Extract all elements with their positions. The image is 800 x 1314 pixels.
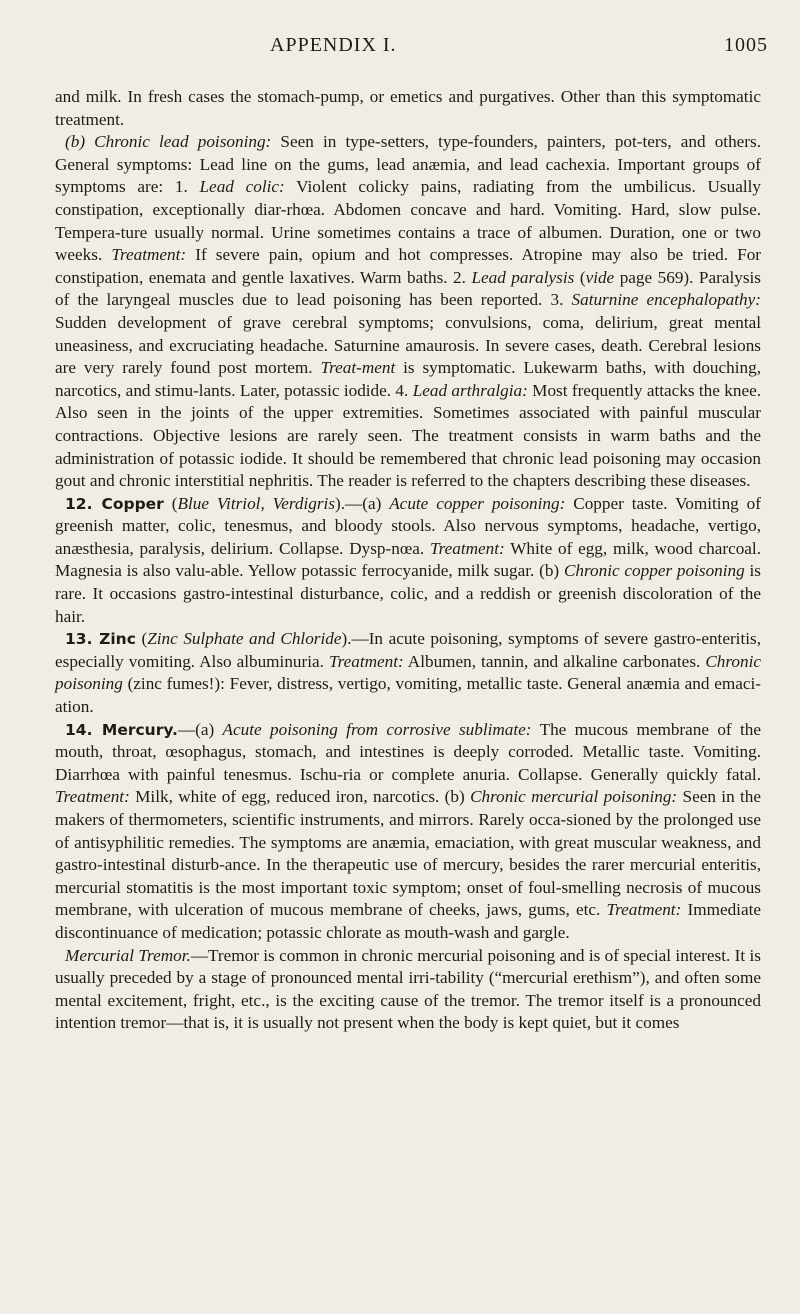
italic-run: Chronic copper poisoning (563, 561, 745, 581)
italic-run: Treatment: (606, 900, 682, 920)
paragraph (55, 719, 761, 945)
text-run: Most frequently attacks the knee. Also seen in the joints of the upper extremities. Sometimes associated with painful muscular contractions. Objective lesions are rarely seen. The treatment consists in warm baths and the administration of potassic iodide. It should be remembered that chronic lead poisoning may occasion gout and chronic interstitial nephritis. The reader is referred to the chapters describing these diseases. (55, 380, 761, 491)
italic-run: Treatment: (55, 787, 130, 807)
text-run: ( (163, 493, 178, 513)
italic-run: Chronic poisoning (55, 651, 762, 694)
paragraph (55, 628, 761, 718)
italic-run: (b) Chronic lead poisoning: (65, 132, 272, 152)
italic-run: Saturnine encephalopathy: (571, 290, 761, 310)
italic-run: Lead paralysis (471, 267, 575, 287)
text-run: is symptomatic. Lukewarm baths, with douching, narcotics, and stimu-lants. Later, potassic iodide. 4. (55, 358, 761, 400)
text-run: ).—(a) (335, 493, 390, 513)
text-run: White of egg, milk, wood charcoal. Magnesia is also valu-able. Yellow potassic ferrocyanide, milk sugar. (b) (55, 538, 762, 581)
paragraph (55, 131, 761, 493)
text-run: Immediate discontinuance of medication; potassic chlorate as mouth-wash and gargle. (55, 900, 761, 942)
body-text (55, 86, 761, 1035)
text-run: ( (574, 267, 586, 287)
section-heading: 14. Mercury. (65, 720, 178, 739)
italic-run: Acute copper poisoning: (389, 493, 566, 513)
section-heading: 13. Zinc (65, 630, 136, 649)
paragraph (55, 86, 761, 131)
text-run: Albumen, tannin, and alkaline carbonates. (403, 651, 706, 671)
italic-run: Lead colic: (199, 177, 285, 197)
paragraph (55, 945, 761, 1035)
text-run: Violent colicky pains, radiating from the umbilicus. Usually constipation, exceptionally diar-rhœa. Abdomen concave and hard. Vomiting. Hard, slow pulse. Tempera-ture usually normal. Urine sometimes contains a trace of albumen. Duration, one or two weeks. (55, 177, 761, 265)
italic-run: Treatment: (429, 538, 505, 558)
italic-run: Lead arthralgia: (412, 380, 528, 400)
text-run: —(a) (177, 719, 223, 739)
text-run: (zinc fumes!): Fever, distress, vertigo, vomiting, metallic taste. General anæmia and emaci-ation. (55, 674, 761, 717)
italic-run: Zinc Sulphate and Chloride (147, 629, 342, 649)
italic-run: Chronic mercurial poisoning: (470, 787, 678, 807)
text-run: page 569). Paralysis of the laryngeal muscles due to lead poisoning has been reported. 3. (55, 267, 761, 310)
italic-run: Blue Vitriol, Verdigris (177, 493, 336, 513)
text-run: The mucous membrane of the mouth, throat, œsophagus, stomach, and intestines is deeply corroded. Metallic taste. Vomiting. Diarrhœa with painful tenesmus. Ischu-ria or complete anuria. Collapse. Generally quickly fatal. (55, 719, 761, 784)
italic-run: Acute poisoning from corrosive sublimate: (222, 719, 532, 739)
text-run: Milk, white of egg, reduced iron, narcotics. (b) (129, 787, 471, 807)
paragraph (55, 493, 761, 629)
italic-run: Treatment: (328, 651, 404, 671)
section-heading: 12. Copper (65, 494, 164, 513)
text-run: Sudden development of grave cerebral symptoms; convulsions, coma, delirium, great mental uneasiness, and excruciating headache. Saturnine amaurosis. In severe cases, death. Cerebral lesions are very rarely found post mortem. (55, 312, 761, 378)
italic-run: Treat-ment (320, 358, 396, 378)
text-run: Seen in the makers of thermometers, scientific instruments, and mirrors. Rarely occa-sioned by the prolonged use of antisyphilitic remedies. The symptoms are anæmia, emaciation, with great muscular weakness, and gastro-intestinal disturb-ance. In the therapeutic use of mercury, besides the rarer mercurial enteritis, mercurial stomatitis is the most important toxic symptom; onset of foul-smelling necrosis of mucous membrane, with ulceration of mucous membrane of cheeks, jaws, gums, etc. (55, 787, 762, 920)
text-run: ).—In acute poisoning, symptoms of severe gastro-enteritis, especially vomiting. Also albuminuria. (55, 629, 761, 671)
italic-run: Mercurial Tremor. (65, 945, 191, 965)
running-title: APPENDIX I. (270, 34, 397, 56)
running-head (0, 32, 800, 62)
text-run: —Tremor is common in chronic mercurial poisoning and is of special interest. It is usually preceded by a stage of pronounced mental irri-tability (“mercurial erethism”), and often some mental excitement, fright, etc., is the exciting cause of the tremor. The tremor itself is a pronounced intention tremor—that is, it is usually not present when the body is kept quiet, but it comes (55, 945, 761, 1033)
text-run: ( (135, 629, 148, 649)
page-number: 1005 (724, 34, 768, 56)
text-run: Seen in type-setters, type-founders, painters, pot-ters, and others. General symptoms: Lead line on the gums, lead anæmia, and lead cachexia. Important groups of symptoms are: 1. (55, 132, 762, 197)
italic-run: Treatment: (111, 245, 187, 265)
text-run: and milk. In fresh cases the stomach-pump, or emetics and purgatives. Other than this symptomatic treatment. (55, 87, 761, 129)
text-run: is rare. It occasions gastro-intestinal disturbance, colic, and a reddish or greenish discoloration of the hair. (55, 561, 761, 626)
text-run: Copper taste. Vomiting of greenish matter, colic, tenesmus, and bloody stools. Also nervous symptoms, headache, vertigo, anæsthesia, paralysis, delirium. Collapse. Dysp-nœa. (55, 493, 761, 558)
italic-run: vide (585, 267, 615, 287)
text-run: If severe pain, opium and hot compresses. Atropine may also be tried. For constipation, enemata and gentle laxatives. Warm baths. 2. (55, 245, 762, 287)
